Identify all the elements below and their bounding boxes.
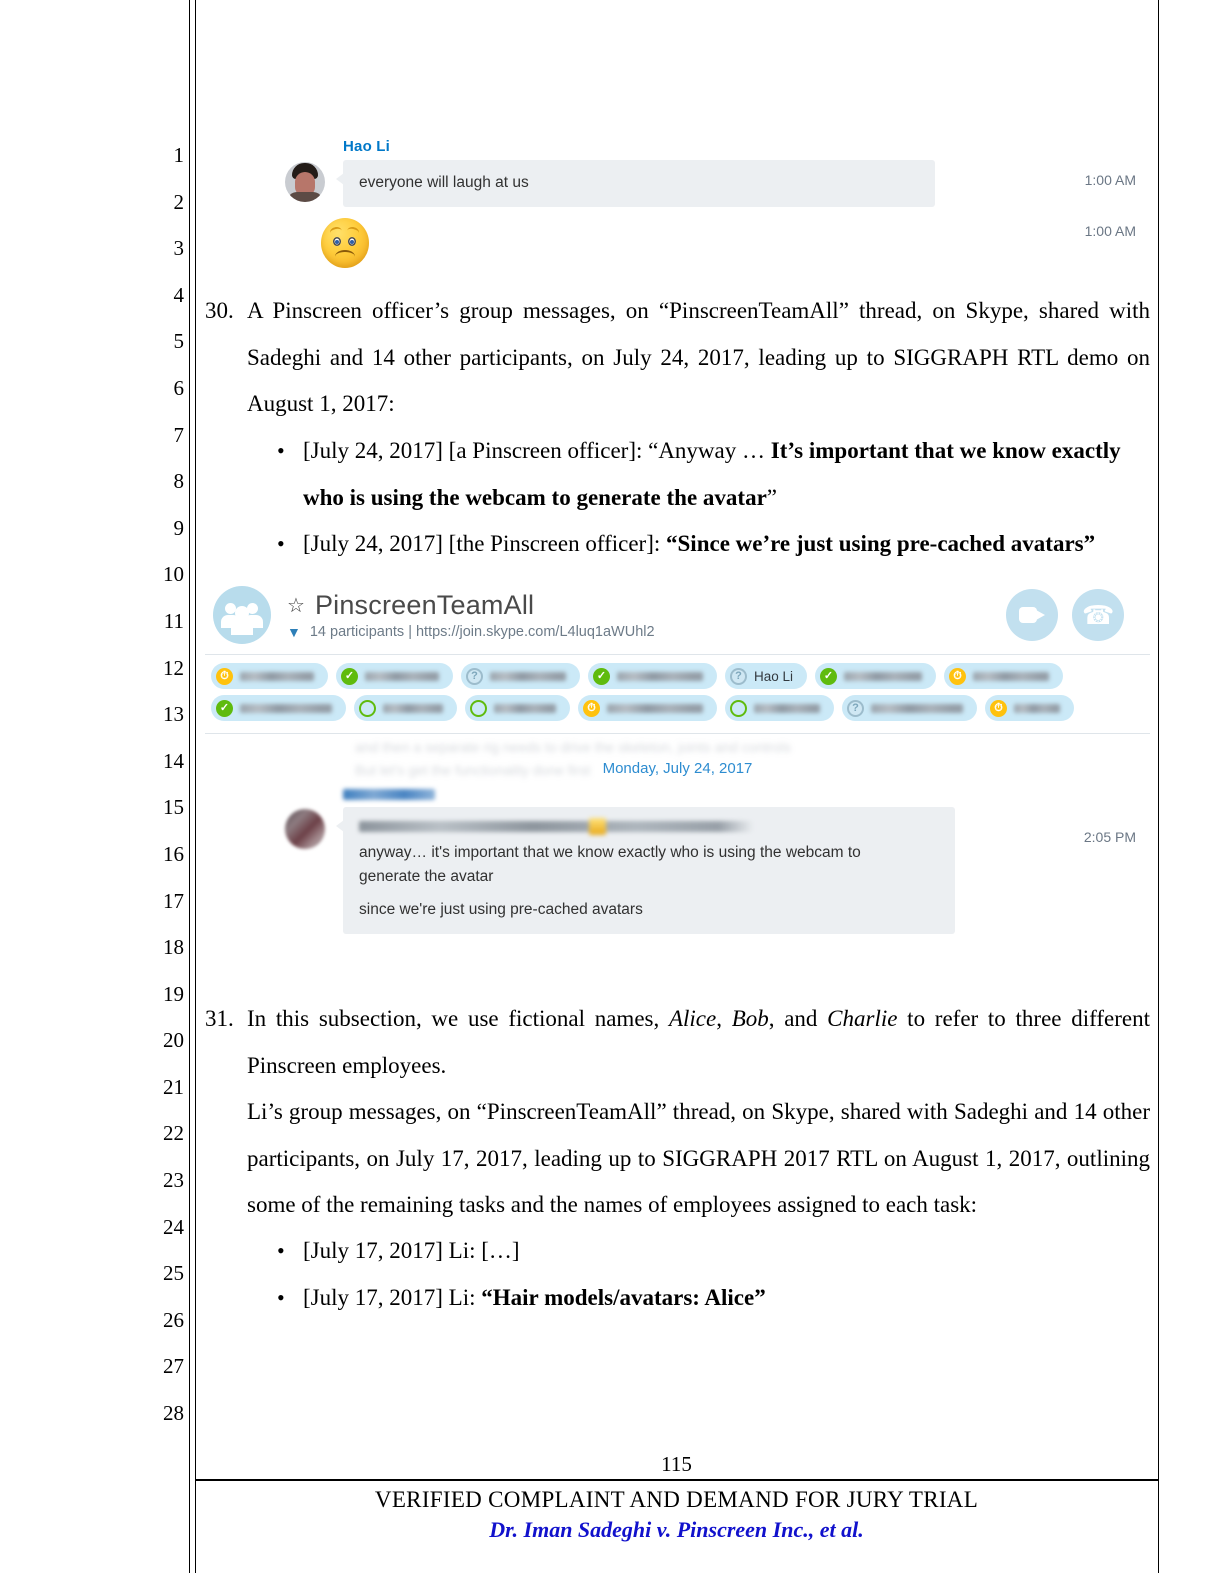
fictional-name-bob: Bob	[731, 1006, 769, 1031]
participant-name	[365, 672, 439, 681]
line-number: 27	[163, 1354, 184, 1379]
bullet-prefix: [July 24, 2017] [the Pinscreen officer]:	[303, 531, 667, 557]
status-offline-icon	[470, 700, 487, 717]
line-number: 4	[173, 282, 184, 307]
group-title: PinscreenTeamAll	[314, 590, 535, 620]
line-number: 9	[173, 515, 184, 540]
page-footer	[195, 1452, 1158, 1543]
paragraph-text-part1: In this subsection, we use fictional names,	[247, 1006, 669, 1031]
text-sep: , and	[768, 1006, 828, 1031]
participant-chip[interactable]	[461, 663, 580, 689]
participant-name	[490, 672, 566, 681]
line-number: 13	[163, 702, 184, 727]
line-number: 2	[173, 189, 184, 214]
line-number: 22	[163, 1121, 184, 1146]
bullet-item	[205, 1275, 1150, 1322]
bullet-prefix: [July 24, 2017] [a Pinscreen officer]: “Anyway …	[303, 438, 771, 463]
status-away-icon: ⏱	[583, 700, 600, 717]
line-number: 5	[173, 329, 184, 354]
line-number: 15	[163, 795, 184, 820]
line-number-column	[140, 132, 184, 1437]
status-online-icon: ✓	[216, 700, 233, 717]
line-number: 12	[163, 655, 184, 680]
favorite-star-icon[interactable]: ☆	[287, 594, 305, 617]
bullet-suffix: ”	[766, 484, 777, 510]
line-number: 26	[163, 1307, 184, 1332]
status-online-icon: ✓	[341, 668, 358, 685]
participant-name	[973, 672, 1049, 681]
participant-name	[844, 672, 922, 681]
status-away-icon: ⏱	[949, 668, 966, 685]
emoji-timestamp: 1:00 AM	[1084, 223, 1136, 240]
group-subtitle-row	[287, 624, 1006, 640]
avatar	[285, 809, 325, 849]
status-unknown-icon: ?	[730, 668, 747, 685]
participant-chip[interactable]	[578, 695, 717, 721]
obscured-message-line	[359, 821, 939, 832]
message-sender-name-redacted	[343, 789, 435, 800]
message-sender-name: Hao Li	[343, 138, 391, 155]
participant-name: Hao Li	[754, 668, 794, 684]
paragraph-number: 31.	[205, 1006, 234, 1031]
line-number: 28	[163, 1401, 184, 1426]
avatar	[285, 162, 325, 202]
participant-name	[240, 672, 314, 681]
phone-call-icon: ☎	[1081, 600, 1115, 630]
line-number: 24	[163, 1214, 184, 1239]
message-timestamp: 2:05 PM	[1083, 829, 1136, 845]
participant-chip[interactable]	[985, 695, 1074, 721]
status-offline-icon	[359, 700, 376, 717]
chevron-down-icon[interactable]: ▼	[287, 624, 301, 640]
pleading-rule-right	[1158, 0, 1159, 1573]
participant-chip-row	[211, 663, 1150, 689]
line-number: 19	[163, 981, 184, 1006]
bullet-prefix: [July 17, 2017] Li: […]	[303, 1238, 520, 1263]
video-camera-icon	[1019, 607, 1045, 623]
paragraph-text	[247, 996, 1150, 1089]
chat-message-row	[205, 807, 1150, 934]
footer-title: VERIFIED COMPLAINT AND DEMAND FOR JURY TRIAL	[374, 1487, 979, 1512]
line-number: 25	[163, 1261, 184, 1286]
paragraph-31	[205, 996, 1150, 1089]
line-number: 18	[163, 935, 184, 960]
skype-screenshot-top	[205, 138, 1150, 268]
bullet-item	[205, 1228, 1150, 1275]
line-number: 1	[173, 143, 184, 167]
bullet-item	[205, 428, 1150, 521]
status-online-icon: ✓	[820, 668, 837, 685]
message-line: since we're just using pre-cached avatars	[359, 901, 643, 919]
line-number: 10	[163, 562, 184, 587]
bullet-bold: It’s important that we know exactly who is using the webcam to generate the avatar	[303, 438, 1121, 510]
worried-sad-face-emoji	[321, 218, 369, 268]
message-timestamp: 1:00 AM	[1084, 172, 1136, 188]
participant-chip[interactable]	[944, 663, 1063, 689]
line-number: 14	[163, 748, 184, 773]
status-away-icon: ⏱	[216, 668, 233, 685]
message-line: generate the avatar	[359, 868, 494, 886]
group-title-row	[287, 590, 1006, 621]
status-unknown-icon: ?	[466, 668, 483, 685]
message-line: anyway… it's important that we know exactly who is using the webcam to	[359, 844, 861, 861]
participant-chip[interactable]	[588, 663, 717, 689]
fictional-name-charlie: Charlie	[827, 1006, 898, 1031]
bullet-bold: “Hair models/avatars: Alice”	[481, 1284, 766, 1310]
line-number: 11	[163, 608, 184, 633]
paragraph-31-bullets	[205, 1228, 1150, 1321]
line-number: 21	[163, 1074, 184, 1099]
bullet-prefix: [July 17, 2017] Li:	[303, 1284, 482, 1310]
paragraph-text-part2: to refer to three different Pinscreen employees.	[247, 1006, 1150, 1078]
participant-name	[871, 704, 963, 713]
group-subtitle: 14 participants | https://join.skype.com/L4luq1aWUhl2	[309, 624, 655, 640]
participant-chip[interactable]	[211, 663, 328, 689]
line-number: 17	[163, 888, 184, 913]
footer-case-caption: Dr. Iman Sadeghi v. Pinscreen Inc., et al.	[489, 1517, 864, 1542]
bullet-bold: “Since we’re just using pre-cached avatars”	[666, 531, 1096, 557]
video-call-button[interactable]	[1006, 589, 1058, 641]
line-number: 16	[163, 841, 184, 866]
line-number: 7	[173, 422, 184, 447]
participant-chip[interactable]	[354, 695, 457, 721]
chat-emoji-row	[205, 207, 1150, 268]
participant-chip-row	[211, 695, 1150, 721]
line-number: 6	[173, 375, 184, 400]
participant-chip[interactable]	[842, 695, 977, 721]
participant-chip-list	[205, 655, 1150, 733]
paragraph-number: 30.	[205, 298, 234, 323]
line-number: 23	[163, 1168, 184, 1193]
pleading-rule-inner	[195, 0, 196, 1573]
participant-chip[interactable]	[211, 695, 346, 721]
bullet-item	[205, 521, 1150, 568]
participant-name	[617, 672, 703, 681]
paragraph-text: Li’s group messages, on “PinscreenTeamAll” thread, on Skype, shared with Sadeghi and 14 other participants, on July 17, 2017, leading up to SIGGRAPH 2017 RTL on August 1, 2017, outlining some of the remaining tasks and the names of employees assigned to each task:	[247, 1099, 1150, 1218]
group-avatar-icon	[213, 586, 271, 644]
chat-message-row	[205, 160, 1150, 207]
participant-chip[interactable]	[465, 695, 570, 721]
status-away-icon: ⏱	[990, 700, 1007, 717]
message-bubble	[343, 807, 955, 934]
date-divider: Monday, July 24, 2017	[602, 760, 753, 777]
paragraph-30	[205, 288, 1150, 428]
skype-chat-area	[205, 734, 1150, 934]
participant-chip[interactable]	[725, 695, 834, 721]
group-actions	[1006, 589, 1124, 641]
line-number: 3	[173, 236, 184, 261]
participant-chip[interactable]	[815, 663, 936, 689]
status-online-icon: ✓	[593, 668, 610, 685]
participant-name	[240, 704, 332, 713]
text-sep: ,	[716, 1006, 732, 1031]
skype-group-panel	[205, 578, 1150, 934]
participant-chip-hao-li[interactable]	[725, 663, 807, 689]
participant-name	[1014, 704, 1060, 713]
line-number: 20	[163, 1028, 184, 1053]
fictional-name-alice: Alice	[668, 1006, 717, 1031]
line-number: 8	[173, 469, 184, 494]
message-bubble: everyone will laugh at us	[343, 160, 935, 207]
participant-name	[754, 704, 820, 713]
participant-chip[interactable]	[336, 663, 453, 689]
paragraph-30-bullets	[205, 428, 1150, 568]
skype-group-header	[205, 578, 1150, 654]
footer-divider	[195, 1479, 1158, 1481]
status-unknown-icon: ?	[847, 700, 864, 717]
paragraph-31-continued	[247, 1089, 1150, 1229]
participant-name	[494, 704, 556, 713]
participant-name	[383, 704, 443, 713]
paragraph-text: A Pinscreen officer’s group messages, on “PinscreenTeamAll” thread, on Skype, shared with Sadeghi and 14 other participants, on July 24, 2017, leading up to SIGGRAPH RTL demo on August 1, 2017:	[247, 298, 1150, 417]
participant-name	[607, 704, 703, 713]
page-number: 115	[661, 1452, 692, 1476]
audio-call-button[interactable]	[1072, 589, 1124, 641]
obscured-prior-messages: and then a separate rig needs to drive the skeleton, joints and controls But let's get the functionality done first	[355, 739, 791, 778]
pleading-rule-outer	[189, 0, 190, 1573]
chat-message-group	[205, 785, 1150, 934]
group-title-wrap	[287, 590, 1006, 640]
status-offline-icon	[730, 700, 747, 717]
